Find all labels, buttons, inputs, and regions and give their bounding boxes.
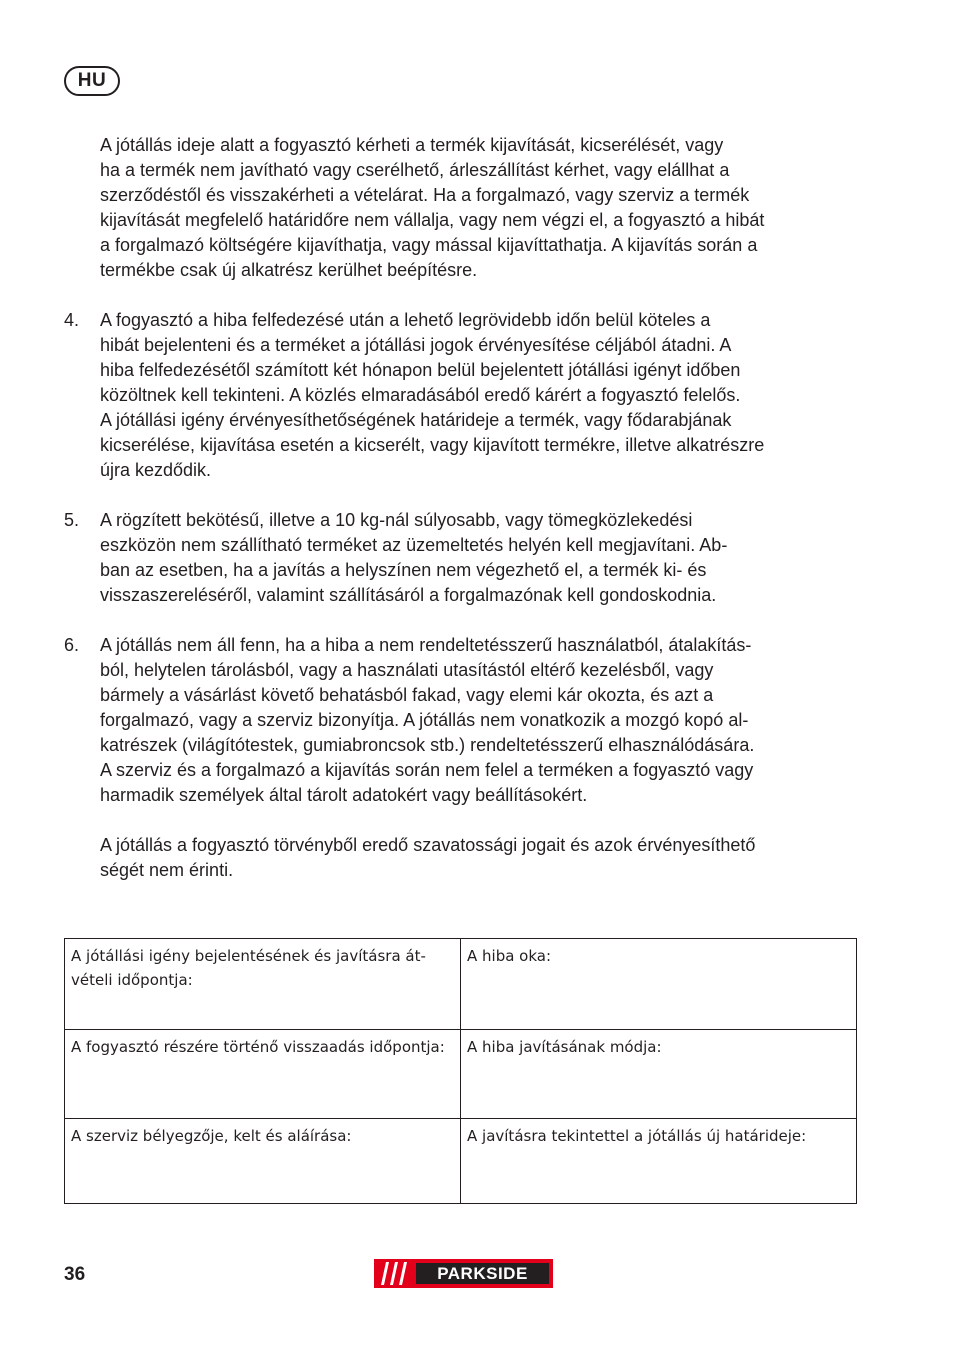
warranty-form-table [64, 938, 857, 1204]
page-number: 36 [64, 1264, 86, 1285]
list-item-4 [64, 308, 864, 483]
text-line: bármely a vásárlást követő behatásból fakad, vagy elemi kár okozta, és azt a [100, 685, 714, 705]
text-line: A fogyasztó a hiba felfedezésé után a lehető legrövidebb időn belül köteles a [100, 310, 711, 330]
text-line: harmadik személyek által tárolt adatokért vagy beállításokért. [100, 785, 588, 805]
form-field-defect-cause[interactable] [461, 939, 856, 1030]
text-line: ségét nem érinti. [100, 860, 234, 880]
logo-wordmark: PARKSIDE [416, 1263, 549, 1284]
text-line: A rögzített bekötésű, illetve a 10 kg-nál súlyosabb, vagy tömegközlekedési [100, 510, 693, 530]
form-field-label: A fogyasztó részére történő visszaadás időpontja: [71, 1038, 445, 1056]
text-line: újra kezdődik. [100, 460, 212, 480]
text-line: A jótállás a fogyasztó törvényből eredő szavatossági jogait és azok érvényesíthető [100, 835, 756, 855]
text-line: ban az esetben, ha a javítás a helyszínen nem végezhető el, a termék ki- és [100, 560, 707, 580]
form-field-label: A szerviz bélyegzője, kelt és aláírása: [71, 1127, 352, 1145]
text-line: ha a termék nem javítható vagy cserélhető, árleszállítást kérhet, vagy elállhat a [100, 160, 730, 180]
list-item-5 [64, 508, 864, 608]
form-field-return-date[interactable] [65, 1030, 461, 1119]
form-field-service-stamp[interactable] [65, 1119, 461, 1203]
text-line: A jótállás ideje alatt a fogyasztó kérheti a termék kijavítását, kicserélését, vagy [100, 135, 724, 155]
language-badge: HU [64, 66, 120, 96]
item-number: 4. [64, 310, 80, 330]
text-line: forgalmazó, vagy a szerviz bizonyítja. A jótállás nem vonatkozik a mozgó kopó al- [100, 710, 749, 730]
text-line: A szerviz és a forgalmazó a kijavítás során nem felel a terméken a fogyasztó vagy [100, 760, 754, 780]
text-line: visszaszereléséről, valamint szállításáról a forgalmazónak kell gondoskodnia. [100, 585, 717, 605]
form-field-label: A jótállási igény bejelentésének és javításra át- [71, 947, 426, 965]
text-line: közöltnek kell tekinteni. A közlés elmaradásából eredő kárért a fogyasztó felelős. [100, 385, 741, 405]
list-item-6 [64, 633, 864, 808]
text-line: a forgalmazó költségére kijavíthatja, vagy mással kijavíttathatja. A kijavítás során a [100, 235, 758, 255]
text-line: termékbe csak új alkatrész kerülhet beépítésre. [100, 260, 478, 280]
form-field-label: A hiba javításának módja: [467, 1038, 662, 1056]
warranty-text [64, 133, 864, 883]
closing-paragraph [100, 833, 864, 883]
form-field-new-deadline[interactable] [461, 1119, 856, 1203]
text-line: ból, helytelen tárolásból, vagy a használati utasítástól eltérő kezelésből, vagy [100, 660, 714, 680]
text-line: kijavítását megfelelő határidőre nem vállalja, vagy nem végzi el, a fogyasztó a hibát [100, 210, 765, 230]
text-line: szerződéstől és visszakérheti a vételárat. Ha a forgalmazó, vagy szerviz a termék [100, 185, 750, 205]
form-field-notification-date[interactable] [65, 939, 461, 1030]
intro-paragraph [100, 133, 864, 283]
text-line: A jótállás nem áll fenn, ha a hiba a nem rendeltetésszerű használatból, átalakítás- [100, 635, 752, 655]
form-field-label: A javításra tekintettel a jótállás új határideje: [467, 1127, 807, 1145]
logo-stripes-icon [376, 1261, 416, 1286]
form-field-label: vételi időpontja: [71, 971, 193, 989]
form-field-repair-method[interactable] [461, 1030, 856, 1119]
item-number: 6. [64, 635, 80, 655]
text-line: kicserélése, kijavítása esetén a kicserélt, vagy kijavított termékre, illetve alkatrészre [100, 435, 765, 455]
text-line: katrészek (világítótestek, gumiabroncsok stb.) rendeltetésszerű elhasználódására. [100, 735, 755, 755]
form-field-label: A hiba oka: [467, 947, 552, 965]
parkside-logo [374, 1259, 553, 1288]
logo-stripes-svg [376, 1261, 416, 1286]
text-line: eszközön nem szállítható terméket az üzemeltetés helyén kell megjavítani. Ab- [100, 535, 728, 555]
text-line: hiba felfedezésétől számított két hónapon belül bejelentett jótállási igényt időben [100, 360, 741, 380]
item-number: 5. [64, 510, 80, 530]
text-line: A jótállási igény érvényesíthetőségének határideje a termék, vagy fődarabjának [100, 410, 732, 430]
text-line: hibát bejelenteni és a terméket a jótállási jogok érvényesítése céljából átadni. A [100, 335, 732, 355]
